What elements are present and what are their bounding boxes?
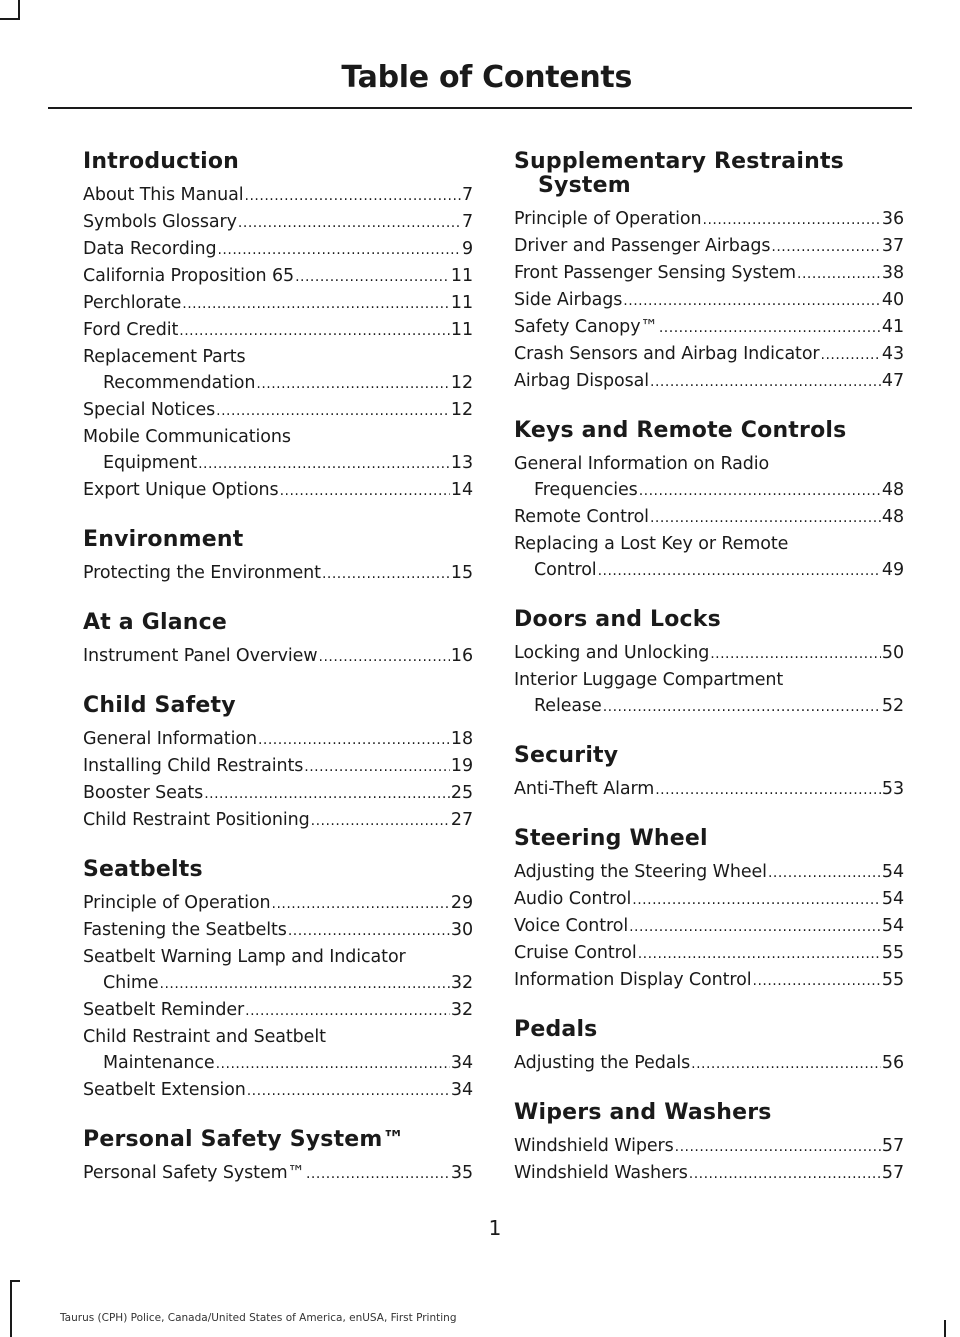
toc-entry-page: 48 bbox=[881, 507, 904, 527]
toc-entry-title: Safety Canopy™ bbox=[514, 317, 658, 337]
toc-entry-line bbox=[83, 263, 473, 290]
toc-entry-title: Perchlorate bbox=[83, 293, 182, 313]
section-heading-text: Pedals bbox=[514, 1017, 598, 1042]
toc-entry-title: Principle of Operation bbox=[514, 209, 702, 229]
toc-entry[interactable] bbox=[83, 807, 473, 834]
section-heading bbox=[514, 827, 904, 851]
section-heading bbox=[83, 694, 473, 718]
dot-leader bbox=[280, 478, 450, 504]
toc-entry-title: Adjusting the Steering Wheel bbox=[514, 862, 767, 882]
toc-entry-page: 57 bbox=[881, 1136, 904, 1156]
toc-entry-line bbox=[514, 206, 904, 233]
toc-entry[interactable] bbox=[514, 1160, 904, 1187]
toc-entry-title: Locking and Unlocking bbox=[514, 643, 710, 663]
toc-entry[interactable] bbox=[83, 424, 473, 477]
toc-entry-line bbox=[83, 780, 473, 807]
toc-entry-title: Front Passenger Sensing System bbox=[514, 263, 797, 283]
toc-entry[interactable] bbox=[83, 263, 473, 290]
section-heading-text: Environment bbox=[83, 527, 244, 552]
toc-entry[interactable] bbox=[83, 997, 473, 1024]
toc-entry-line bbox=[514, 1133, 904, 1160]
dot-leader bbox=[306, 1161, 450, 1187]
toc-entry-first-line: General Information on Radio bbox=[514, 454, 770, 474]
toc-entry[interactable] bbox=[83, 643, 473, 670]
dot-leader bbox=[319, 644, 450, 670]
toc-entry-title: California Proposition 65 bbox=[83, 266, 295, 286]
toc-entry-page: 12 bbox=[450, 373, 473, 393]
section-heading bbox=[514, 1101, 904, 1125]
crop-mark-bottom-left bbox=[10, 1280, 12, 1337]
toc-entry-line bbox=[83, 917, 473, 944]
toc-entry-page: 36 bbox=[881, 209, 904, 229]
toc-entry[interactable] bbox=[514, 640, 904, 667]
toc-entry-title: Windshield Wipers bbox=[514, 1136, 674, 1156]
toc-entry-title: Voice Control bbox=[514, 916, 629, 936]
toc-entry-page: 7 bbox=[461, 185, 473, 205]
toc-entry-first-line: Seatbelt Warning Lamp and Indicator bbox=[83, 947, 406, 967]
toc-entry-line bbox=[83, 1160, 473, 1187]
section-heading bbox=[514, 419, 904, 443]
toc-entry-title: Symbols Glossary bbox=[83, 212, 237, 232]
toc-section bbox=[514, 1018, 904, 1077]
toc-entry-title: Audio Control bbox=[514, 889, 632, 909]
page-title: Table of Contents bbox=[341, 60, 632, 95]
dot-leader bbox=[632, 887, 881, 913]
toc-entry-page: 19 bbox=[450, 756, 473, 776]
toc-entry-page: 11 bbox=[450, 266, 473, 286]
toc-entry-line bbox=[514, 368, 904, 395]
toc-entry[interactable] bbox=[514, 287, 904, 314]
toc-entry-page: 47 bbox=[881, 371, 904, 391]
toc-entry-page: 49 bbox=[881, 560, 904, 580]
dot-leader bbox=[675, 1134, 881, 1160]
toc-entry-page: 11 bbox=[450, 293, 473, 313]
toc-entry-line bbox=[83, 560, 473, 587]
toc-entry-title: About This Manual bbox=[83, 185, 244, 205]
toc-entry-page: 40 bbox=[881, 290, 904, 310]
toc-entry-title: Control bbox=[534, 560, 597, 580]
toc-entry-line bbox=[83, 643, 473, 670]
dot-leader bbox=[703, 207, 881, 233]
toc-entry[interactable] bbox=[83, 182, 473, 209]
section-heading-text: Child Safety bbox=[83, 693, 236, 718]
toc-left-column bbox=[83, 150, 473, 1211]
toc-entry[interactable] bbox=[83, 317, 473, 344]
toc-entry-title: Frequencies bbox=[534, 480, 638, 500]
dot-leader bbox=[797, 261, 881, 287]
section-heading-text: At a Glance bbox=[83, 610, 227, 635]
dot-leader bbox=[650, 369, 881, 395]
toc-entry-line bbox=[83, 209, 473, 236]
toc-entry-line bbox=[514, 1160, 904, 1187]
toc-entry-title: Side Airbags bbox=[514, 290, 623, 310]
dot-leader bbox=[598, 558, 881, 584]
toc-entry-page: 30 bbox=[450, 920, 473, 940]
toc-entry-line bbox=[83, 997, 473, 1024]
toc-entry-page: 43 bbox=[881, 344, 904, 364]
section-heading bbox=[83, 611, 473, 635]
toc-entry-line bbox=[514, 776, 904, 803]
toc-entry[interactable] bbox=[83, 1077, 473, 1104]
toc-entry-line bbox=[83, 450, 473, 477]
toc-entry-title: Fastening the Seatbelts bbox=[83, 920, 287, 940]
toc-entry-title: Seatbelt Reminder bbox=[83, 1000, 245, 1020]
section-heading bbox=[83, 1128, 473, 1152]
toc-entry[interactable] bbox=[83, 944, 473, 997]
dot-leader bbox=[256, 371, 450, 397]
toc-entry-title: Recommendation bbox=[103, 373, 256, 393]
toc-entry[interactable] bbox=[83, 753, 473, 780]
toc-entry[interactable] bbox=[514, 206, 904, 233]
dot-leader bbox=[659, 315, 881, 341]
toc-entry-page: 57 bbox=[881, 1163, 904, 1183]
toc-entry-title: Cruise Control bbox=[514, 943, 637, 963]
toc-entry-line bbox=[514, 233, 904, 260]
toc-entry-title: Seatbelt Extension bbox=[83, 1080, 246, 1100]
toc-entry[interactable] bbox=[514, 1133, 904, 1160]
dot-leader bbox=[710, 641, 881, 667]
toc-entry-first-line: Interior Luggage Compartment bbox=[514, 670, 784, 690]
toc-entry[interactable] bbox=[514, 368, 904, 395]
toc-entry-line bbox=[514, 913, 904, 940]
toc-entry-page: 54 bbox=[881, 889, 904, 909]
toc-section bbox=[514, 744, 904, 803]
toc-entry[interactable] bbox=[83, 890, 473, 917]
toc-entry-line bbox=[514, 477, 904, 504]
dot-leader bbox=[322, 561, 450, 587]
dot-leader bbox=[204, 781, 450, 807]
toc-entry-title: Ford Credit bbox=[83, 320, 179, 340]
toc-entry-first-line: Replacing a Lost Key or Remote bbox=[514, 534, 789, 554]
section-heading bbox=[83, 858, 473, 882]
toc-entry-page: 29 bbox=[450, 893, 473, 913]
toc-entry-title: Instrument Panel Overview bbox=[83, 646, 318, 666]
toc-entry-title: Information Display Control bbox=[514, 970, 752, 990]
toc-entry-title: Maintenance bbox=[103, 1053, 215, 1073]
toc-entry[interactable] bbox=[514, 314, 904, 341]
toc-entry-page: 11 bbox=[450, 320, 473, 340]
toc-entry-page: 34 bbox=[450, 1053, 473, 1073]
toc-entry-title: Adjusting the Pedals bbox=[514, 1053, 691, 1073]
dot-leader bbox=[245, 998, 450, 1024]
toc-entry[interactable] bbox=[83, 344, 473, 397]
toc-entry-title: Equipment bbox=[103, 453, 198, 473]
toc-entry-line bbox=[514, 859, 904, 886]
toc-entry-title: Principle of Operation bbox=[83, 893, 271, 913]
section-heading bbox=[83, 528, 473, 552]
toc-entry-page: 37 bbox=[881, 236, 904, 256]
toc-entry-line bbox=[83, 753, 473, 780]
toc-section bbox=[514, 150, 904, 395]
crop-mark-top-left bbox=[18, 0, 20, 20]
toc-entry[interactable] bbox=[514, 886, 904, 913]
toc-entry-page: 27 bbox=[450, 810, 473, 830]
toc-entry[interactable] bbox=[514, 859, 904, 886]
section-heading bbox=[514, 608, 904, 632]
dot-leader bbox=[179, 318, 450, 344]
dot-leader bbox=[629, 914, 881, 940]
dot-leader bbox=[623, 288, 881, 314]
toc-entry-title: Protecting the Environment bbox=[83, 563, 321, 583]
toc-entry-page: 14 bbox=[450, 480, 473, 500]
toc-entry-line bbox=[514, 341, 904, 368]
toc-entry-title: Windshield Washers bbox=[514, 1163, 688, 1183]
toc-entry-line bbox=[514, 287, 904, 314]
toc-entry-page: 13 bbox=[450, 453, 473, 473]
dot-leader bbox=[216, 398, 450, 424]
dot-leader bbox=[603, 694, 881, 720]
toc-entry-title: Data Recording bbox=[83, 239, 217, 259]
toc-entry[interactable] bbox=[83, 209, 473, 236]
toc-entry-title: Anti-Theft Alarm bbox=[514, 779, 655, 799]
toc-section bbox=[83, 1128, 473, 1187]
toc-entry-first-line: Replacement Parts bbox=[83, 347, 246, 367]
dot-leader bbox=[638, 941, 881, 967]
toc-entry-title: Remote Control bbox=[514, 507, 649, 527]
toc-entry[interactable] bbox=[83, 477, 473, 504]
toc-entry[interactable] bbox=[514, 504, 904, 531]
section-heading-text: Security bbox=[514, 743, 619, 768]
section-heading-text: Supplementary Restraints bbox=[514, 149, 844, 174]
toc-entry-page: 52 bbox=[881, 696, 904, 716]
toc-entry[interactable] bbox=[83, 397, 473, 424]
toc-entry-title: Release bbox=[534, 696, 602, 716]
toc-section bbox=[83, 611, 473, 670]
toc-entry[interactable] bbox=[514, 776, 904, 803]
toc-right-column bbox=[514, 150, 904, 1211]
toc-entry-line bbox=[514, 314, 904, 341]
dot-leader bbox=[753, 968, 881, 994]
page-number: 1 bbox=[488, 1216, 502, 1240]
toc-entry[interactable] bbox=[514, 967, 904, 994]
dot-leader bbox=[689, 1161, 881, 1187]
toc-entry[interactable] bbox=[83, 780, 473, 807]
dot-leader bbox=[304, 754, 450, 780]
toc-entry-line bbox=[83, 477, 473, 504]
toc-entry-line bbox=[514, 557, 904, 584]
toc-entry-page: 41 bbox=[881, 317, 904, 337]
toc-entry-line bbox=[514, 693, 904, 720]
dot-leader bbox=[198, 451, 450, 477]
dot-leader bbox=[182, 291, 450, 317]
toc-entry-page: 50 bbox=[881, 643, 904, 663]
edition-footer: Taurus (CPH) Police, Canada/United States of America, enUSA, First Printing bbox=[60, 1312, 457, 1324]
section-heading-text: Personal Safety System™ bbox=[83, 1127, 405, 1152]
toc-entry[interactable] bbox=[514, 341, 904, 368]
section-heading-text: Doors and Locks bbox=[514, 607, 721, 632]
toc-section bbox=[514, 1101, 904, 1187]
toc-entry-first-line: Child Restraint and Seatbelt bbox=[83, 1027, 326, 1047]
toc-entry-line bbox=[83, 1050, 473, 1077]
toc-section bbox=[83, 858, 473, 1104]
crop-mark-bottom-left-h bbox=[10, 1280, 20, 1282]
toc-entry-line bbox=[514, 504, 904, 531]
dot-leader bbox=[238, 210, 461, 236]
toc-section bbox=[514, 827, 904, 994]
toc-entry-title: Special Notices bbox=[83, 400, 216, 420]
toc-entry-title: Crash Sensors and Airbag Indicator bbox=[514, 344, 820, 364]
toc-entry-page: 55 bbox=[881, 970, 904, 990]
dot-leader bbox=[288, 918, 450, 944]
toc-entry-line bbox=[514, 940, 904, 967]
toc-section bbox=[83, 528, 473, 587]
toc-entry-page: 48 bbox=[881, 480, 904, 500]
toc-entry-page: 34 bbox=[450, 1080, 473, 1100]
section-heading-text: Keys and Remote Controls bbox=[514, 418, 847, 443]
toc-entry-first-line: Mobile Communications bbox=[83, 427, 291, 447]
toc-entry-page: 55 bbox=[881, 943, 904, 963]
toc-entry-line bbox=[514, 640, 904, 667]
toc-entry[interactable] bbox=[514, 531, 904, 584]
toc-entry-page: 56 bbox=[881, 1053, 904, 1073]
dot-leader bbox=[655, 777, 881, 803]
dot-leader bbox=[245, 183, 461, 209]
dot-leader bbox=[691, 1051, 881, 1077]
toc-entry-line bbox=[83, 182, 473, 209]
toc-entry[interactable] bbox=[83, 560, 473, 587]
toc-entry-page: 32 bbox=[450, 1000, 473, 1020]
toc-entry[interactable] bbox=[83, 1024, 473, 1077]
section-heading-text-line2: System bbox=[538, 173, 631, 198]
toc-entry-page: 35 bbox=[450, 1163, 473, 1183]
dot-leader bbox=[160, 971, 450, 997]
toc-entry-line bbox=[514, 967, 904, 994]
crop-mark-top-left-h bbox=[0, 18, 20, 20]
toc-entry-line bbox=[83, 807, 473, 834]
toc-entry[interactable] bbox=[514, 940, 904, 967]
toc-entry-title: Airbag Disposal bbox=[514, 371, 650, 391]
toc-entry[interactable] bbox=[514, 233, 904, 260]
toc-entry-page: 38 bbox=[881, 263, 904, 283]
dot-leader bbox=[272, 891, 450, 917]
section-heading-text: Wipers and Washers bbox=[514, 1100, 772, 1125]
dot-leader bbox=[650, 505, 881, 531]
toc-entry-page: 12 bbox=[450, 400, 473, 420]
toc-entry[interactable] bbox=[514, 913, 904, 940]
section-heading bbox=[514, 744, 904, 768]
crop-mark-bottom-right bbox=[944, 1320, 946, 1337]
toc-entry-page: 53 bbox=[881, 779, 904, 799]
header-rule bbox=[48, 107, 912, 109]
toc-section bbox=[83, 694, 473, 834]
dot-leader bbox=[247, 1078, 450, 1104]
dot-leader bbox=[768, 860, 881, 886]
toc-entry-title: Personal Safety System™ bbox=[83, 1163, 305, 1183]
toc-entry-title: Export Unique Options bbox=[83, 480, 279, 500]
dot-leader bbox=[217, 237, 460, 263]
toc-entry-line bbox=[83, 970, 473, 997]
dot-leader bbox=[216, 1051, 450, 1077]
toc-entry-title: General Information bbox=[83, 729, 257, 749]
toc-entry-line bbox=[514, 1050, 904, 1077]
toc-entry[interactable] bbox=[514, 1050, 904, 1077]
toc-entry-line bbox=[83, 370, 473, 397]
toc-section bbox=[83, 150, 473, 504]
toc-entry-page: 7 bbox=[461, 212, 473, 232]
toc-entry[interactable] bbox=[83, 236, 473, 263]
toc-entry-line bbox=[514, 260, 904, 287]
toc-entry[interactable] bbox=[83, 726, 473, 753]
toc-entry-page: 9 bbox=[461, 239, 473, 259]
toc-entry[interactable] bbox=[514, 451, 904, 504]
dot-leader bbox=[311, 808, 450, 834]
section-heading-text: Introduction bbox=[83, 149, 240, 174]
toc-entry-line bbox=[83, 726, 473, 753]
section-heading bbox=[83, 150, 473, 174]
toc-entry-line bbox=[514, 886, 904, 913]
section-heading bbox=[514, 1018, 904, 1042]
dot-leader bbox=[258, 727, 450, 753]
toc-entry-title: Chime bbox=[103, 973, 159, 993]
dot-leader bbox=[821, 342, 881, 368]
section-heading-text: Steering Wheel bbox=[514, 826, 708, 851]
toc-entry-line bbox=[83, 890, 473, 917]
toc-entry-page: 25 bbox=[450, 783, 473, 803]
toc-entry-line bbox=[83, 397, 473, 424]
toc-entry-title: Child Restraint Positioning bbox=[83, 810, 310, 830]
section-heading-text: Seatbelts bbox=[83, 857, 203, 882]
toc-entry-title: Installing Child Restraints bbox=[83, 756, 304, 776]
section-heading bbox=[514, 150, 904, 198]
toc-entry-line bbox=[83, 317, 473, 344]
toc-entry[interactable] bbox=[514, 260, 904, 287]
toc-entry[interactable] bbox=[83, 290, 473, 317]
toc-entry-page: 18 bbox=[450, 729, 473, 749]
toc-section bbox=[514, 419, 904, 584]
toc-entry-page: 15 bbox=[450, 563, 473, 583]
toc-section bbox=[514, 608, 904, 720]
toc-entry[interactable] bbox=[83, 917, 473, 944]
toc-entry-page: 16 bbox=[450, 646, 473, 666]
dot-leader bbox=[295, 264, 450, 290]
toc-entry-title: Booster Seats bbox=[83, 783, 204, 803]
toc-entry-line bbox=[83, 1077, 473, 1104]
dot-leader bbox=[771, 234, 881, 260]
dot-leader bbox=[639, 478, 881, 504]
toc-entry[interactable] bbox=[514, 667, 904, 720]
toc-entry-page: 54 bbox=[881, 916, 904, 936]
toc-entry[interactable] bbox=[83, 1160, 473, 1187]
toc-entry-page: 32 bbox=[450, 973, 473, 993]
toc-entry-line bbox=[83, 290, 473, 317]
toc-entry-page: 54 bbox=[881, 862, 904, 882]
toc-entry-line bbox=[83, 236, 473, 263]
toc-entry-title: Driver and Passenger Airbags bbox=[514, 236, 771, 256]
